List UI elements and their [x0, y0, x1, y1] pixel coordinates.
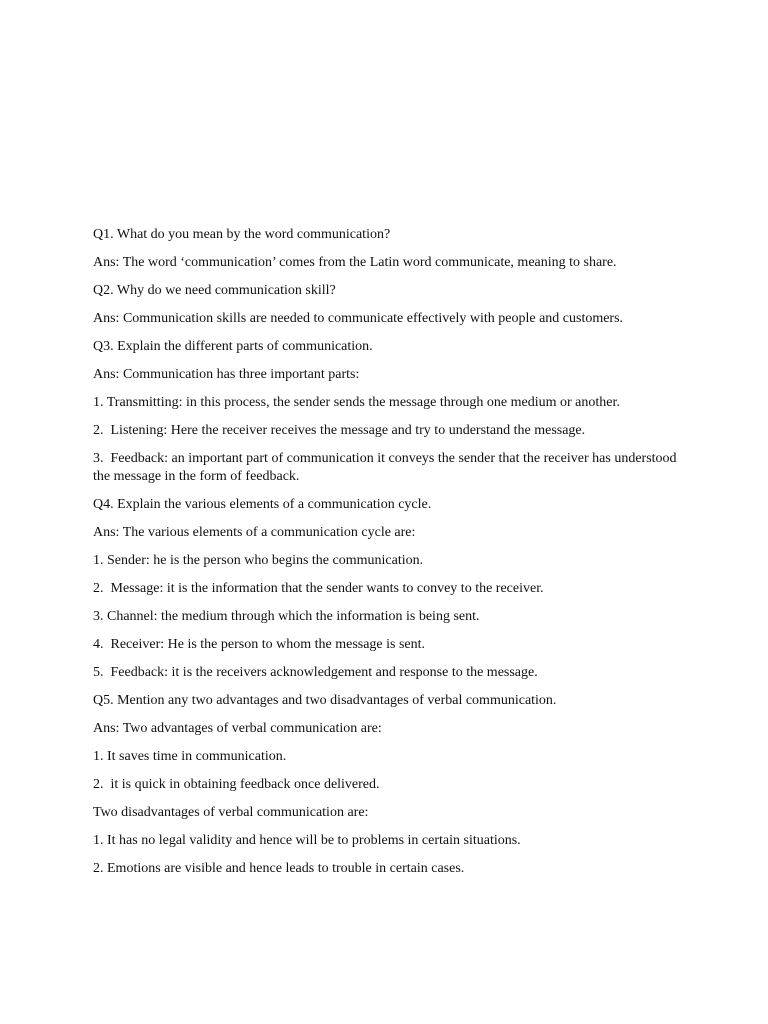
answer-3-item-3: 3. Feedback: an important part of communication it conveys the sender that the receiver has understood the message in the form of feedback. — [93, 451, 681, 484]
answer-4-intro: Ans: The various elements of a communication cycle are: — [93, 525, 416, 540]
answer-5-disadvantage-1: 1. It has no legal validity and hence will be to problems in certain situations. — [93, 833, 521, 848]
answer-1: Ans: The word ‘communication’ comes from the Latin word communicate, meaning to share. — [93, 255, 617, 270]
answer-3-item-2: 2. Listening: Here the receiver receives the message and try to understand the message. — [93, 423, 586, 438]
answer-5-advantage-2: 2. it is quick in obtaining feedback once delivered. — [93, 777, 380, 792]
answer-4-item-3: 3. Channel: the medium through which the information is being sent. — [93, 609, 480, 624]
document-body — [93, 226, 681, 888]
question-2: Q2. Why do we need communication skill? — [93, 283, 336, 298]
question-5: Q5. Mention any two advantages and two disadvantages of verbal communication. — [93, 693, 557, 708]
answer-2: Ans: Communication skills are needed to communicate effectively with people and customers. — [93, 311, 624, 326]
question-3: Q3. Explain the different parts of communication. — [93, 339, 373, 354]
answer-5-disadvantage-2: 2. Emotions are visible and hence leads to trouble in certain cases. — [93, 861, 465, 876]
answer-4-item-2: 2. Message: it is the information that the sender wants to convey to the receiver. — [93, 581, 544, 596]
answer-4-item-4: 4. Receiver: He is the person to whom the message is sent. — [93, 637, 426, 652]
answer-3-intro: Ans: Communication has three important parts: — [93, 367, 360, 382]
answer-4-item-5: 5. Feedback: it is the receivers acknowledgement and response to the message. — [93, 665, 538, 680]
answer-4-item-1: 1. Sender: he is the person who begins the communication. — [93, 553, 424, 568]
question-1: Q1. What do you mean by the word communication? — [93, 227, 391, 242]
answer-5-advantages-intro: Ans: Two advantages of verbal communication are: — [93, 721, 382, 736]
question-4: Q4. Explain the various elements of a communication cycle. — [93, 497, 432, 512]
answer-5-advantage-1: 1. It saves time in communication. — [93, 749, 287, 764]
answer-3-item-1: 1. Transmitting: in this process, the sender sends the message through one medium or another. — [93, 395, 620, 410]
answer-5-disadvantages-intro: Two disadvantages of verbal communication are: — [93, 805, 369, 820]
